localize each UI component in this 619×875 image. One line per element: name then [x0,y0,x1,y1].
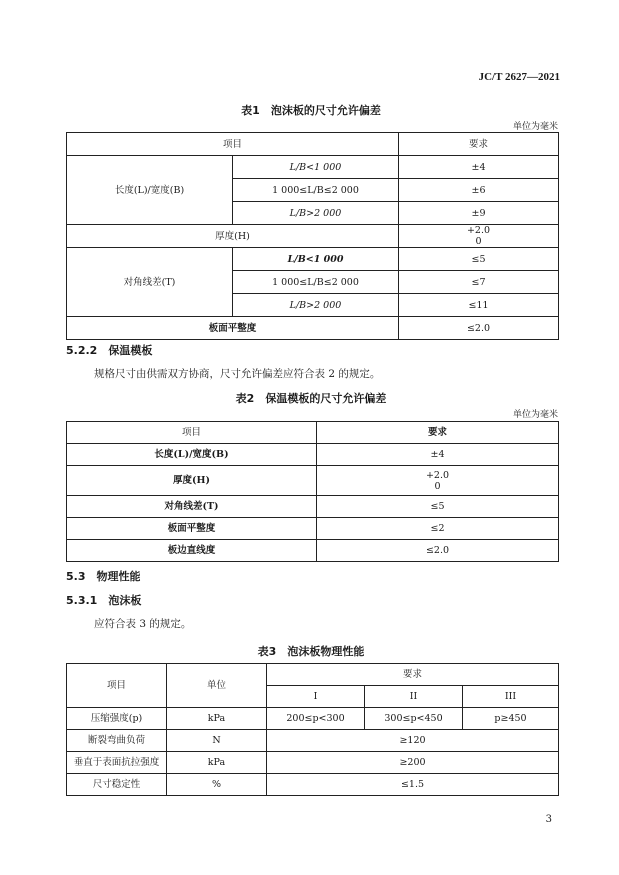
table3-header-req: 要求 [267,664,559,686]
table-row [67,225,559,248]
table3-req: p≥450 [463,708,559,730]
table2-item: 板面平整度 [67,518,317,540]
table2-unit: 单位为毫米 [512,410,558,420]
table-row [67,708,559,730]
grade-label: II [365,686,463,708]
table2-item: 厚度(H) [67,466,317,496]
grade-label: III [463,686,559,708]
diagonal-label: 对角线差(T) [67,248,233,317]
table2-item: 对角线差(T) [67,496,317,518]
table2 [66,421,559,562]
table2-req [317,466,559,496]
section-53-heading: 5.3 物理性能 [66,570,141,583]
table-row [67,518,559,540]
table3-item: 压缩强度(p) [67,708,167,730]
length-req: ±6 [399,179,559,202]
table-row [67,317,559,340]
table2-req: ≤5 [317,496,559,518]
table2-req: ±4 [317,444,559,466]
table-row [67,664,559,686]
table3-item: 垂直于表面抗拉强度 [67,752,167,774]
flatness-req: ≤2.0 [399,317,559,340]
section-522-heading: 5.2.2 保温模板 [66,344,153,357]
table3-req: 300≤p<450 [365,708,463,730]
length-cond: L/B>2 000 [233,202,399,225]
diagonal-req: ≤5 [399,248,559,271]
table-row [67,466,559,496]
table1-header-req: 要求 [399,133,559,156]
table3-header-unit: 单位 [167,664,267,708]
table2-item: 长度(L)/宽度(B) [67,444,317,466]
table3-req: ≥200 [267,752,559,774]
table-row [67,422,559,444]
diagonal-req: ≤11 [399,294,559,317]
table3-req: ≤1.5 [267,774,559,796]
table3-unit: N [167,730,267,752]
thickness-label: 厚度(H) [67,225,399,248]
table1 [66,132,559,340]
table-row [67,540,559,562]
table2-req-upper: +2.0 [425,469,450,481]
table2-req: ≤2 [317,518,559,540]
thickness-req-upper: +2.0 [466,225,491,236]
table2-header-req: 要求 [317,422,559,444]
table-row [67,496,559,518]
table2-header-item: 项目 [67,422,317,444]
table3-unit: kPa [167,752,267,774]
table2-item: 板边直线度 [67,540,317,562]
table-row [67,730,559,752]
table2-req: ≤2.0 [317,540,559,562]
table2-req-lower: 0 [434,480,441,492]
diagonal-cond: L/B>2 000 [233,294,399,317]
diagonal-req: ≤7 [399,271,559,294]
table-row [67,156,559,179]
diagonal-cond: 1 000≤L/B≤2 000 [233,271,399,294]
table-row [67,444,559,466]
document-code: JC/T 2627—2021 [478,71,560,83]
thickness-req-lower: 0 [475,236,482,247]
flatness-label: 板面平整度 [67,317,399,340]
section-531-text: 应符合表 3 的规定。 [94,618,192,630]
table-row [67,774,559,796]
table-row [67,248,559,271]
table-row [67,133,559,156]
table3 [66,663,559,796]
table1-unit: 单位为毫米 [512,122,558,132]
table2-caption: 表2 保温模板的尺寸允许偏差 [235,392,387,405]
length-label: 长度(L)/宽度(B) [67,156,233,225]
table3-req: ≥120 [267,730,559,752]
table3-req: 200≤p<300 [267,708,365,730]
length-cond: 1 000≤L/B≤2 000 [233,179,399,202]
grade-label: I [267,686,365,708]
length-req: ±4 [399,156,559,179]
table3-item: 断裂弯曲负荷 [67,730,167,752]
length-req: ±9 [399,202,559,225]
table1-header-item: 项目 [67,133,399,156]
diagonal-cond: L/B<1 000 [233,248,399,271]
page-number: 3 [545,814,552,825]
thickness-req [399,225,559,248]
table3-unit: % [167,774,267,796]
section-522-text: 规格尺寸由供需双方协商，尺寸允许偏差应符合表 2 的规定。 [94,368,381,380]
length-cond: L/B<1 000 [233,156,399,179]
table3-header-item: 项目 [67,664,167,708]
table-row [67,752,559,774]
table3-unit: kPa [167,708,267,730]
table3-caption: 表3 泡沫板物理性能 [257,645,365,658]
section-531-heading: 5.3.1 泡沫板 [66,594,142,607]
table3-item: 尺寸稳定性 [67,774,167,796]
table1-caption: 表1 泡沫板的尺寸允许偏差 [241,104,381,117]
